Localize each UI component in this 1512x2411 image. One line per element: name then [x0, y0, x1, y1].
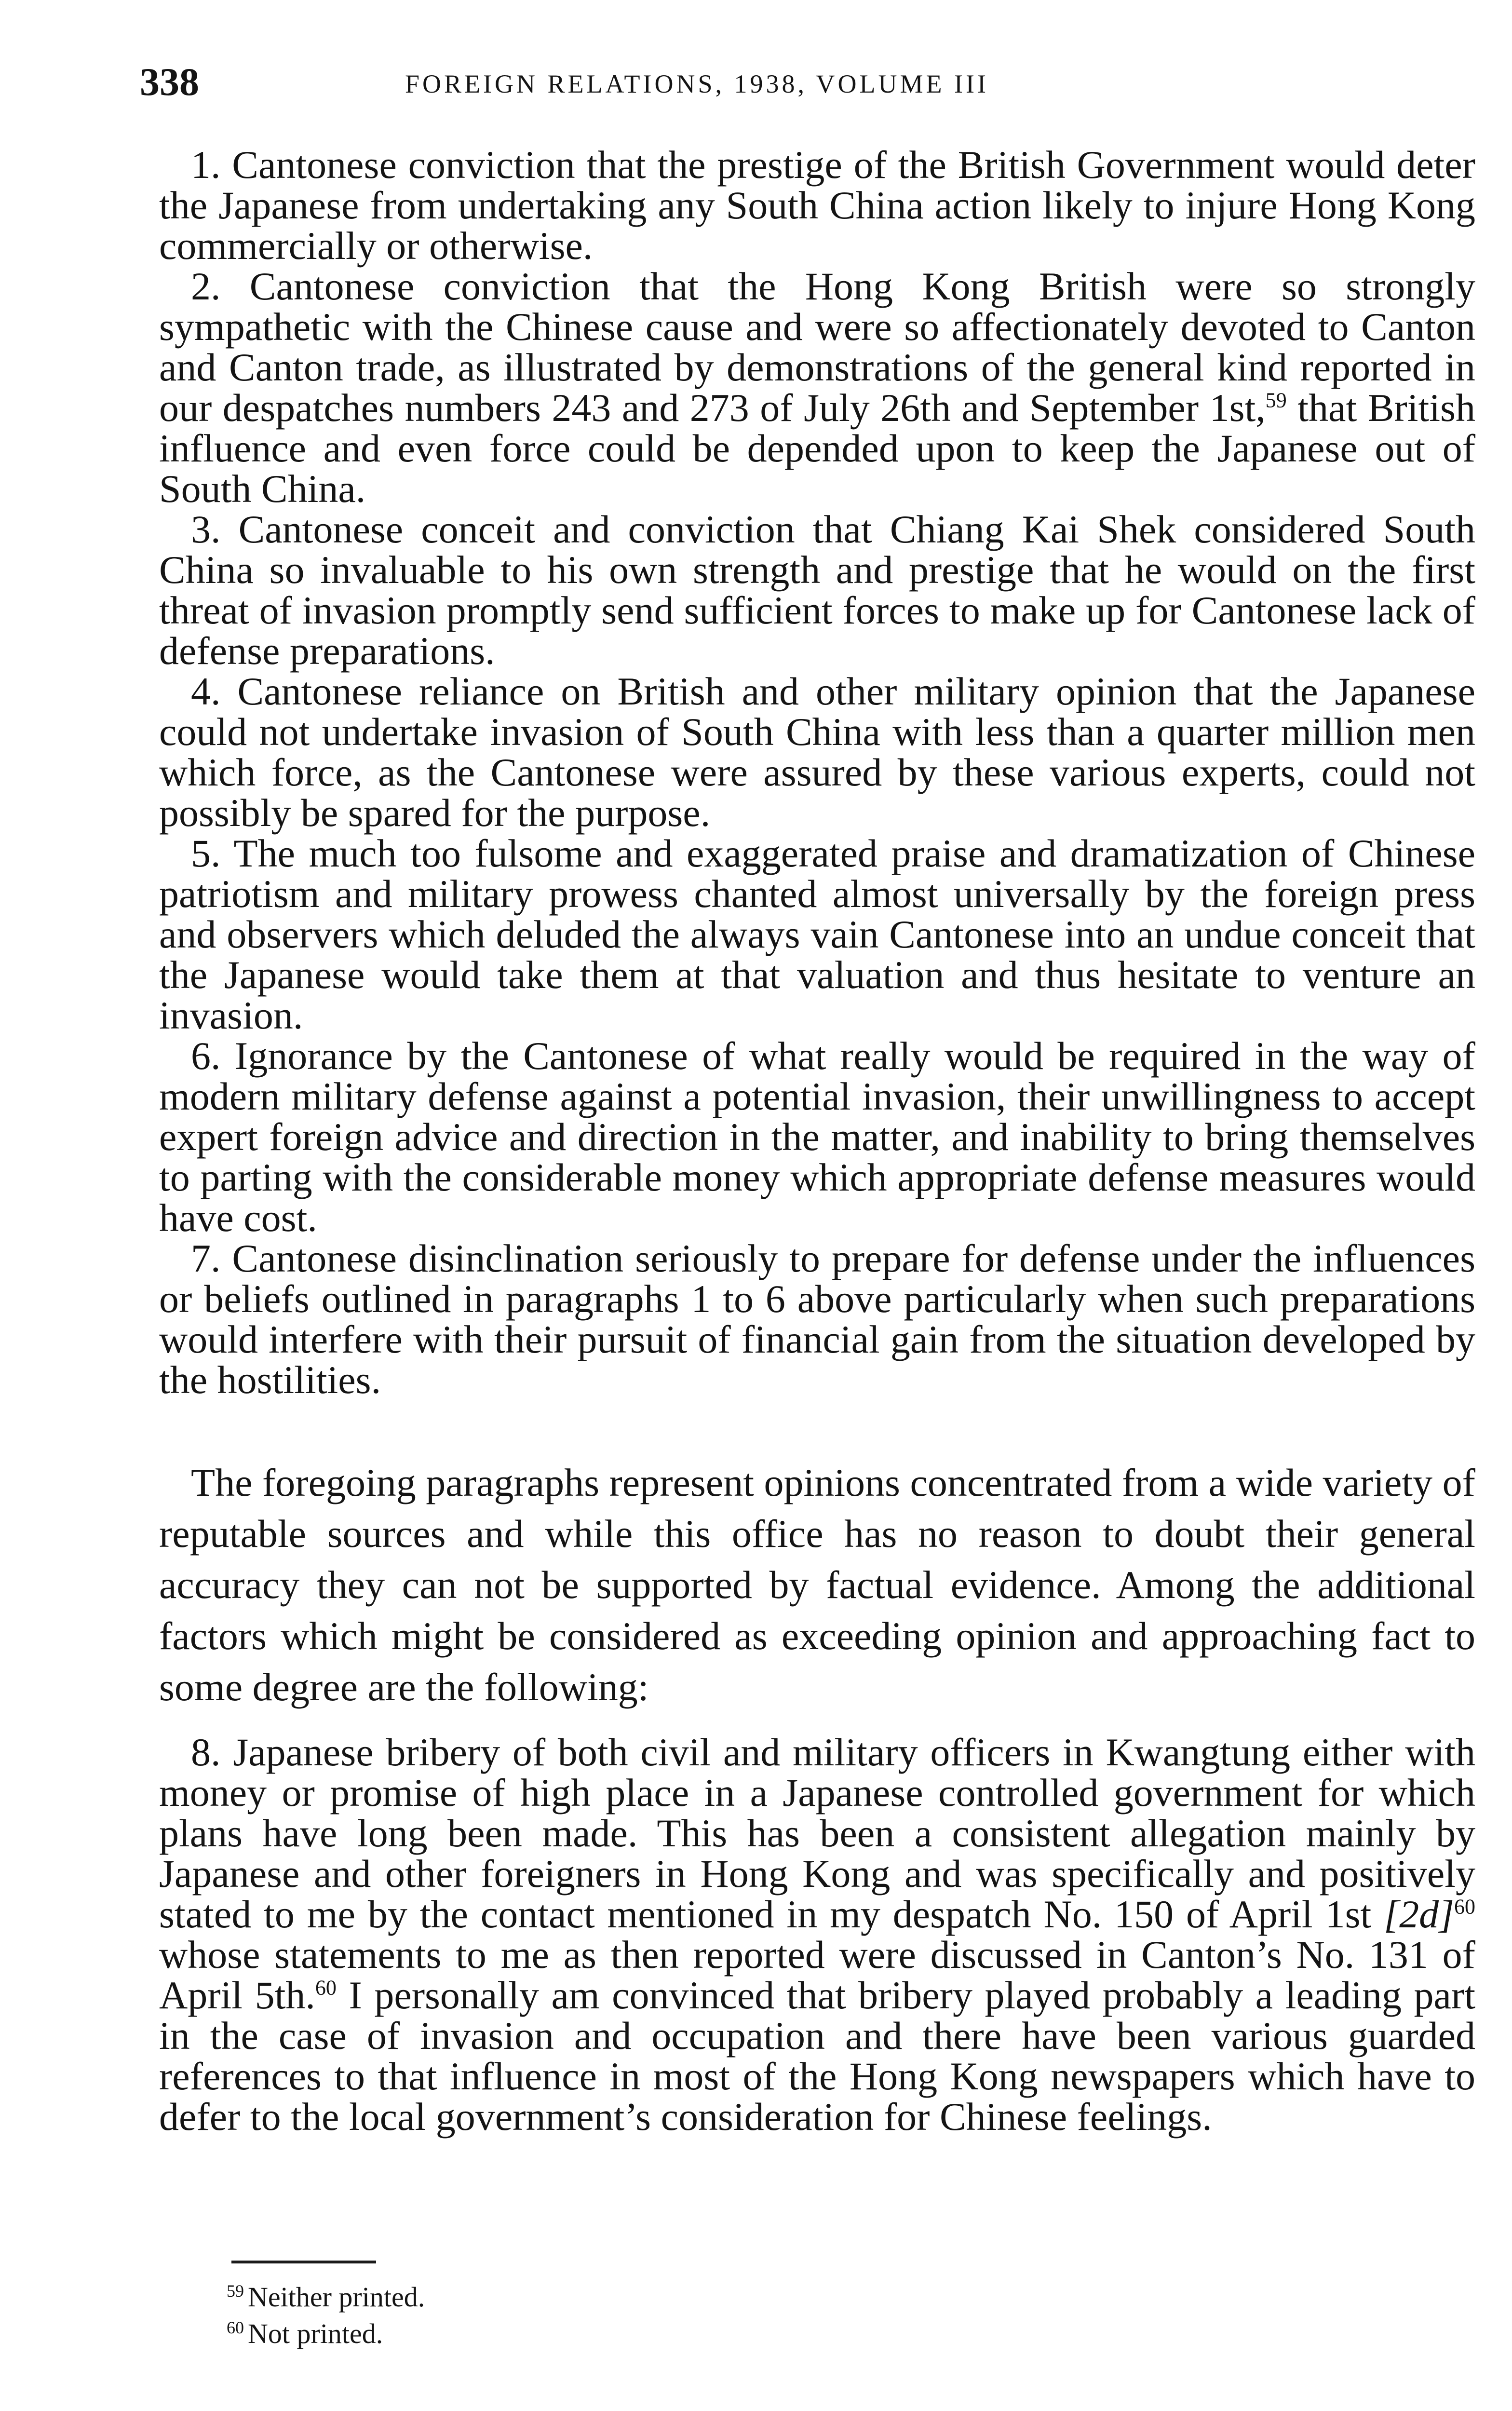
section-gap-2 [159, 1713, 1475, 1732]
paragraph-8-part-3: I personally am convinced that bribery played probably a leading part in the case of invasion and occupation and there have been various guarded references to that influence in most of the Hong Kong newspapers which have to defer to the local government’s consideration for Chinese feelings. [159, 1973, 1475, 2139]
paragraph-2-text-after-footnote: that British influence and even force could be depended upon to keep the Japanese out of South China. [159, 386, 1475, 511]
paragraph-2-text-before-footnote: 2. Cantonese conviction that the Hong Kong British were so strongly sympathetic with the Chinese cause and were so affectionately devoted to Canton and Canton trade, as illustrated by demonstrations of the general kind reported in our despatches numbers 243 and 273 of July 26th and September 1st, [159, 264, 1475, 430]
footnote-ref-60-a: 60 [1454, 1895, 1475, 1919]
numbered-paragraph-8 [159, 1732, 1475, 2137]
numbered-paragraph-2 [159, 266, 1475, 509]
paragraph-8-bracket-note: [2d] [1384, 1892, 1454, 1936]
page-header [140, 53, 1490, 111]
footnote-60-text: Not printed. [248, 2318, 383, 2349]
numbered-paragraph-1: 1. Cantonese conviction that the prestige of the British Government would deter the Japanese from undertaking any South China action likely to injure Hong Kong commercially or otherwise. [159, 143, 1475, 268]
footnote-divider [231, 2261, 376, 2263]
document-body [159, 145, 1475, 2137]
footnotes [227, 2279, 1384, 2352]
numbered-paragraph-7: 7. Cantonese disinclination seriously to prepare for defense under the influences or beliefs outlined in paragraphs 1 to 6 above particularly when such preparations would interfere with their pursuit of financial gain from the situation developed by the hostilities. [159, 1236, 1475, 1402]
paragraph-8-part-1: 8. Japanese bribery of both civil and military officers in Kwangtung either with money or promise of high place in a Japanese controlled government for which plans have long been made. This has been a consistent allegation mainly by Japanese and other foreigners in Hong Kong and was specifically and positively stated to me by the contact mentioned in my despatch No. 150 of April 1st [159, 1730, 1475, 1936]
running-title: FOREIGN RELATIONS, 1938, VOLUME III [405, 69, 989, 98]
page-number: 338 [140, 60, 199, 104]
numbered-paragraph-6: 6. Ignorance by the Cantonese of what really would be required in the way of modern military defense against a potential invasion, their unwillingness to accept expert foreign advice and direction in the matter, and inability to bring themselves to parting with the considerable money which appropriate defense measures would have cost. [159, 1034, 1475, 1240]
footnote-60-mark: 60 [227, 2317, 244, 2337]
footnote-ref-60-b: 60 [315, 1976, 337, 2000]
summary-paragraph: The foregoing paragraphs represent opinions concentrated from a wide variety of reputable sources and while this office has no reason to doubt their general accuracy they can not be supported by factual evidence. Among the additional factors which might be considered as exceeding opinion and approaching fact to some degree are the following: [159, 1461, 1475, 1709]
footnote-59-mark: 59 [227, 2281, 244, 2301]
paragraph-8-part-2: whose statements to me as then reported were discussed in Canton’s No. 131 of April 5th. [159, 1933, 1475, 2017]
numbered-paragraph-5: 5. The much too fulsome and exaggerated praise and dramatization of Chinese patriotism and military prowess chanted almost universally by the foreign press and observers which deluded the always vain Cantonese into an undue conceit that the Japanese would take them at that valuation and thus hesitate to venture an invasion. [159, 831, 1475, 1037]
numbered-paragraph-3: 3. Cantonese conceit and conviction that Chiang Kai Shek considered South China so invaluable to his own strength and prestige that he would on the first threat of invasion promptly send sufficient forces to make up for Cantonese lack of defense preparations. [159, 507, 1475, 673]
footnote-59-text: Neither printed. [248, 2281, 425, 2313]
footnote-ref-59: 59 [1265, 388, 1287, 412]
numbered-paragraph-4: 4. Cantonese reliance on British and other military opinion that the Japanese could not undertake invasion of South China with less than a quarter million men which force, as the Cantonese were assured by these various experts, could not possibly be spared for the purpose. [159, 669, 1475, 835]
section-gap [159, 1400, 1475, 1457]
footnote-60 [227, 2316, 1384, 2352]
footnote-59 [227, 2279, 1384, 2316]
